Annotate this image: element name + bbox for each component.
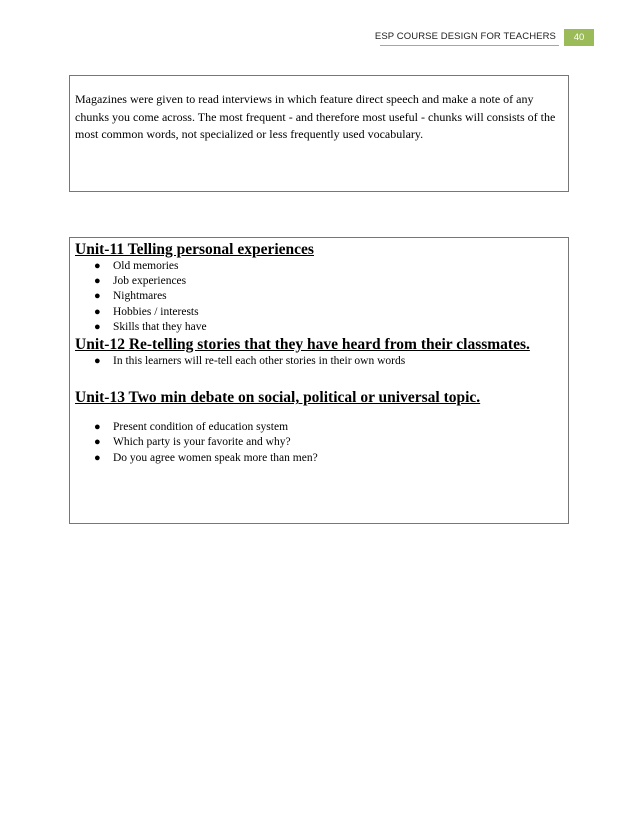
unit-12-title: Unit-12 Re-telling stories that they have heard from their classmates. (75, 336, 530, 354)
list-item: ● Which party is your favorite and why? (75, 435, 562, 450)
page-header (0, 29, 638, 47)
unit-13-title: Unit-13 Two min debate on social, political or universal topic. (75, 389, 481, 407)
intro-text: Magazines were given to read interviews in which feature direct speech and make a note of any chunks you come across. The most frequent - and therefore most useful - chunks will consists of the most common words, not specialized or less frequently used vocabulary. (75, 92, 556, 141)
bullet-icon: ● (94, 421, 101, 434)
unit-11-list (75, 259, 562, 335)
list-item: ● In this learners will re-tell each other stories in their own words (75, 354, 562, 369)
bullet-icon: ● (94, 260, 101, 272)
header-title: ESP COURSE DESIGN FOR TEACHERS (374, 31, 556, 42)
bullet-icon: ● (94, 451, 101, 464)
bullet-icon: ● (94, 355, 101, 368)
page-number: 40 (564, 29, 594, 46)
list-item: ● Do you agree women speak more than men? (75, 451, 562, 466)
list-item: ● Old memories (75, 259, 562, 274)
unit-13-list (75, 420, 562, 466)
header-rule (380, 45, 559, 46)
bullet-icon: ● (94, 305, 101, 318)
bullet-icon: ● (94, 320, 101, 333)
list-item: ● Present condition of education system (75, 420, 562, 435)
list-item: ● Skills that they have (75, 320, 562, 335)
bullet-icon: ● (94, 436, 101, 449)
list-item: ● Nightmares (75, 289, 562, 304)
bullet-icon: ● (94, 290, 101, 303)
unit-11-title: Unit-11 Telling personal experiences (75, 241, 314, 258)
intro-box (69, 75, 569, 192)
list-item: ● Job experiences (75, 274, 562, 289)
bullet-icon: ● (94, 275, 101, 288)
list-item: ● Hobbies / interests (75, 305, 562, 320)
unit-12-list (75, 354, 562, 369)
units-box (69, 237, 569, 524)
